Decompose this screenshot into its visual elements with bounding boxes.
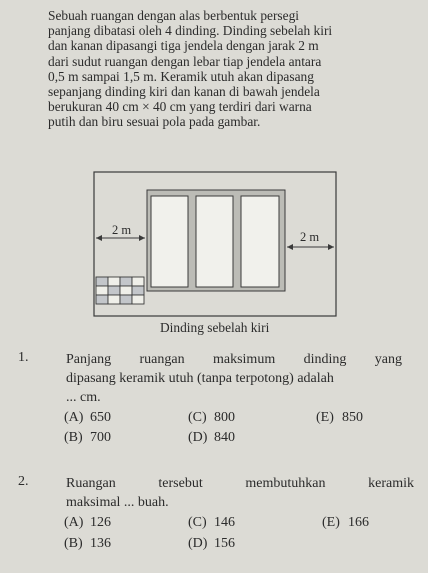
option-value: 840 [214, 430, 235, 445]
tile [96, 277, 108, 286]
left-distance-label: 2 m [112, 223, 132, 237]
option-label: (B) [64, 430, 83, 445]
statement-line: dari sudut ruangan dengan lebar tiap jendela antara [48, 53, 322, 69]
option-label: (C) [188, 515, 207, 530]
question-line: Panjang ruangan maksimum dinding yang [66, 352, 402, 367]
tile [120, 295, 132, 304]
q2-option-e[interactable] [322, 515, 369, 531]
statement-line: sepanjang dinding kiri dan kanan di bawah jendela [48, 84, 320, 100]
arrowhead-icon [139, 235, 145, 241]
option-label: (E) [316, 410, 334, 425]
question-line: maksimal ... buah. [66, 495, 169, 510]
right-distance-label: 2 m [300, 230, 320, 244]
question-1-text [66, 350, 402, 407]
statement-line: putih dan biru sesuai pola pada gambar. [48, 114, 261, 130]
q1-option-d[interactable] [188, 430, 235, 446]
option-value: 850 [342, 410, 363, 425]
figure-caption: Dinding sebelah kiri [160, 320, 270, 335]
arrowhead-icon [328, 244, 334, 250]
question-1-number: 1. [18, 350, 29, 365]
option-value: 700 [90, 430, 111, 445]
tile [132, 286, 144, 295]
tile-pattern [96, 277, 144, 304]
option-label: (C) [188, 410, 207, 425]
statement-line: panjang dibatasi oleh 4 dinding. Dinding sebelah kiri [48, 23, 333, 39]
statement-line: dan kanan dipasangi tiga jendela dengan jarak 2 m [48, 38, 319, 54]
option-label: (B) [64, 536, 83, 551]
window-pane [241, 196, 279, 287]
question-line: Ruangan tersebut membutuhkan keramik [66, 476, 414, 491]
option-value: 126 [90, 515, 111, 530]
q2-option-a[interactable] [64, 515, 111, 531]
q2-option-b[interactable] [64, 536, 111, 552]
option-label: (A) [64, 515, 84, 530]
option-label: (A) [64, 410, 84, 425]
option-label: (D) [188, 536, 208, 551]
option-value: 800 [214, 410, 235, 425]
q1-option-b[interactable] [64, 430, 111, 446]
question-2-number: 2. [18, 474, 29, 489]
q1-option-a[interactable] [64, 410, 111, 426]
question-2-text [66, 474, 414, 512]
option-label: (D) [188, 430, 208, 445]
window-pane [196, 196, 233, 287]
tile [120, 286, 132, 295]
q1-option-c[interactable] [188, 410, 235, 426]
option-value: 136 [90, 536, 111, 551]
q2-option-c[interactable] [188, 515, 235, 531]
statement-line: berukuran 40 cm × 40 cm yang terdiri dari warna [48, 99, 312, 115]
option-value: 156 [214, 536, 235, 551]
tile [96, 286, 108, 295]
statement-line: Sebuah ruangan dengan alas berbentuk persegi [48, 8, 299, 23]
option-value: 166 [348, 515, 369, 530]
tile [132, 295, 144, 304]
statement-line: 0,5 m sampai 1,5 m. Keramik utuh akan dipasang [48, 68, 314, 84]
tile [120, 277, 132, 286]
option-label: (E) [322, 515, 340, 530]
option-value: 146 [214, 515, 235, 530]
tile [108, 295, 120, 304]
q1-option-e[interactable] [316, 410, 363, 426]
arrowhead-icon [96, 235, 102, 241]
tile [108, 286, 120, 295]
arrowhead-icon [287, 244, 293, 250]
tile [96, 295, 108, 304]
tile [108, 277, 120, 286]
question-line: ... cm. [66, 390, 101, 405]
tile [132, 277, 144, 286]
window-pane [151, 196, 188, 287]
question-line: dipasang keramik utuh (tanpa terpotong) adalah [66, 371, 334, 386]
q2-option-d[interactable] [188, 536, 235, 552]
option-value: 650 [90, 410, 111, 425]
